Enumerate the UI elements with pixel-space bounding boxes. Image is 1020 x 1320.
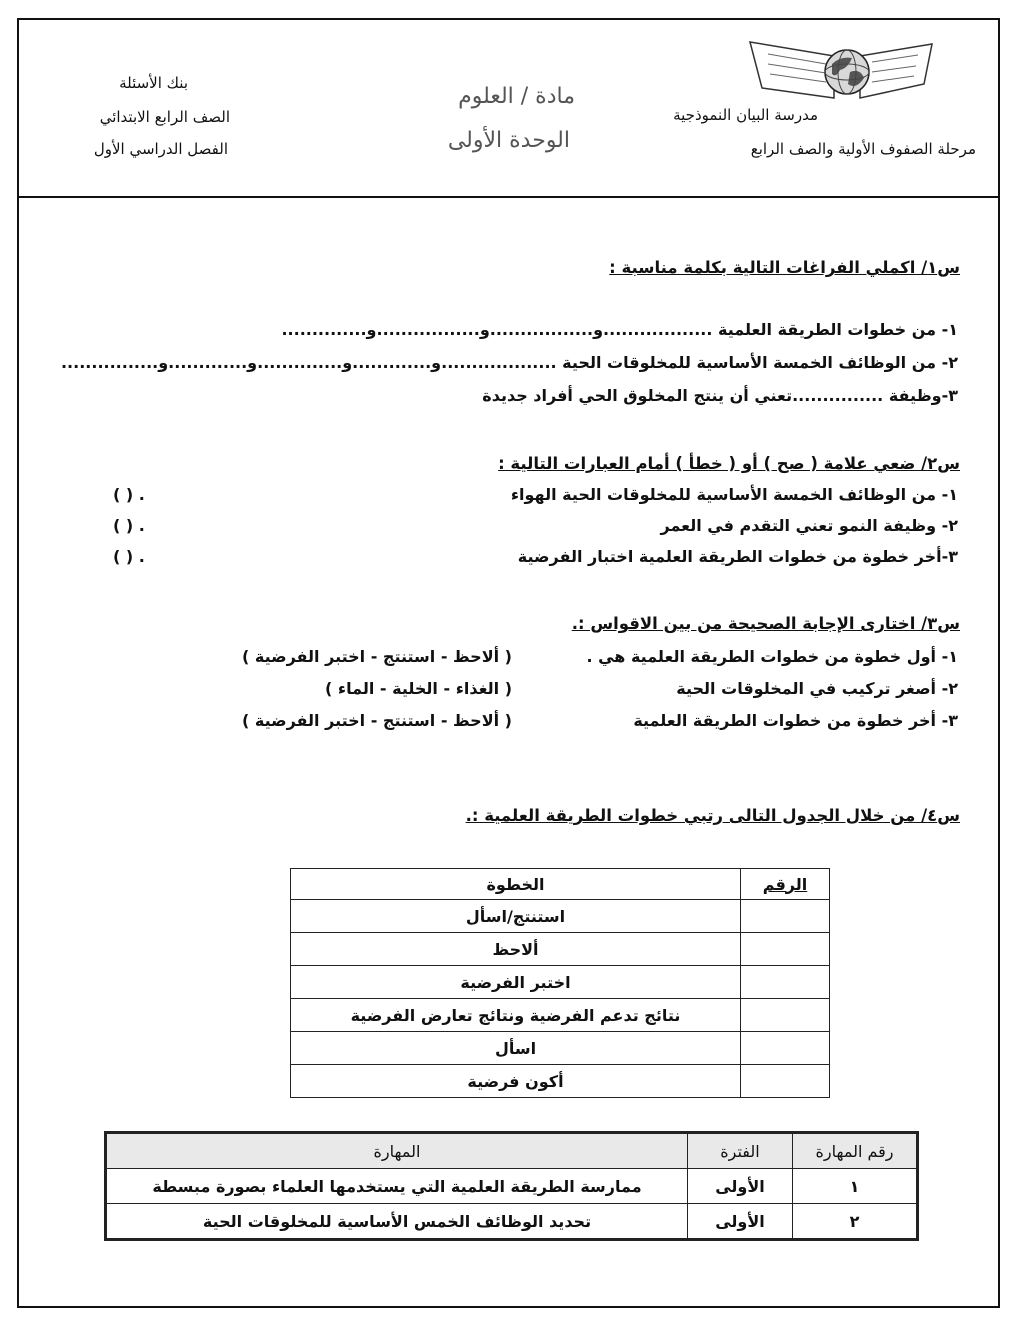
school-globe-book-logo-icon bbox=[748, 38, 934, 108]
table-row bbox=[291, 999, 830, 1032]
step-number-cell[interactable] bbox=[741, 1032, 830, 1065]
steps-table bbox=[290, 868, 830, 1098]
q2-item-2: ٢- وظيفة النمو تعني التقدم في العمر bbox=[660, 516, 958, 535]
col-period-header: الفترة bbox=[688, 1134, 793, 1169]
skill-number: ١ bbox=[793, 1169, 917, 1204]
q3-title: س٣/ اختارى الإجابة الصحيحة من بين الاقواس :. bbox=[571, 614, 960, 633]
header-divider bbox=[19, 196, 998, 198]
q1-line-1: ١- من خطوات الطريقة العلمية ..................و.................و.................و.............. bbox=[281, 320, 958, 339]
step-cell: ألاحظ bbox=[291, 933, 741, 966]
subject-title: مادة / العلوم bbox=[458, 84, 575, 109]
skill-text: تحديد الوظائف الخمس الأساسية للمخلوقات الحية bbox=[107, 1204, 688, 1239]
step-cell: نتائج تدعم الفرضية ونتائج تعارض الفرضية bbox=[291, 999, 741, 1032]
school-logo bbox=[748, 38, 934, 108]
skills-table bbox=[106, 1133, 917, 1239]
q1-title: س١/ اكملي الفراغات التالية بكلمة مناسبة : bbox=[609, 258, 960, 277]
skill-period: الأولى bbox=[688, 1169, 793, 1204]
skill-text: ممارسة الطريقة العلمية التي يستخدمها العلماء بصورة مبسطة bbox=[107, 1169, 688, 1204]
q3-item-3: ٣- أخر خطوة من خطوات الطريقة العلمية bbox=[633, 711, 958, 730]
q3-choices-2[interactable]: ( الغذاء - الخلية - الماء ) bbox=[325, 679, 512, 698]
table-row bbox=[291, 1032, 830, 1065]
table-row bbox=[291, 900, 830, 933]
skill-period: الأولى bbox=[688, 1204, 793, 1239]
table-row bbox=[291, 1065, 830, 1098]
q1-line-2: ٢- من الوظائف الخمسة الأساسية للمخلوقات الحية ...................و.............و..............و.............و................ bbox=[60, 353, 958, 372]
table-header-row bbox=[291, 869, 830, 900]
table-row bbox=[107, 1169, 917, 1204]
step-number-cell[interactable] bbox=[741, 933, 830, 966]
step-number-cell[interactable] bbox=[741, 900, 830, 933]
q2-answer-box-3[interactable]: ( ) . bbox=[113, 547, 145, 566]
unit-title: الوحدة الأولى bbox=[447, 128, 570, 153]
question-bank-label: بنك الأسئلة bbox=[119, 74, 188, 92]
step-number-cell[interactable] bbox=[741, 999, 830, 1032]
skills-header-row bbox=[107, 1134, 917, 1169]
grade-label: الصف الرابع الابتدائي bbox=[99, 108, 230, 126]
step-number-cell[interactable] bbox=[741, 1065, 830, 1098]
q2-answer-box-2[interactable]: ( ) . bbox=[113, 516, 145, 535]
table-row bbox=[291, 933, 830, 966]
q3-item-1: ١- أول خطوة من خطوات الطريقة العلمية هي . bbox=[586, 647, 958, 666]
col-step-header: الخطوة bbox=[291, 869, 741, 900]
q3-choices-3[interactable]: ( ألاحظ - استنتج - اختبر الفرضية ) bbox=[242, 711, 512, 730]
step-cell: استنتج/اسأل bbox=[291, 900, 741, 933]
q2-title: س٢/ ضعي علامة ( صح ) أو ( خطأ ) أمام العبارات التالية : bbox=[498, 454, 960, 473]
q1-line-3: ٣-وظيفة ...............تعني أن ينتج المخلوق الحي أفراد جديدة bbox=[482, 386, 958, 405]
q2-item-3: ٣-أخر خطوة من خطوات الطريقة العلمية اختبار الفرضية bbox=[517, 547, 958, 566]
q3-choices-1[interactable]: ( ألاحظ - استنتج - اختبر الفرضية ) bbox=[242, 647, 512, 666]
school-name: مدرسة البيان النموذجية bbox=[673, 106, 818, 124]
col-skill-header: المهارة bbox=[107, 1134, 688, 1169]
table-row bbox=[107, 1204, 917, 1239]
step-cell: اسأل bbox=[291, 1032, 741, 1065]
q2-answer-box-1[interactable]: ( ) . bbox=[113, 485, 145, 504]
q3-item-2: ٢- أصغر تركيب في المخلوقات الحية bbox=[676, 679, 958, 698]
skill-number: ٢ bbox=[793, 1204, 917, 1239]
step-cell: أكون فرضية bbox=[291, 1065, 741, 1098]
semester-label: الفصل الدراسي الأول bbox=[93, 140, 228, 158]
table-row bbox=[291, 966, 830, 999]
col-skill-number-header: رقم المهارة bbox=[793, 1134, 917, 1169]
q2-item-1: ١- من الوظائف الخمسة الأساسية للمخلوقات الحية الهواء bbox=[510, 485, 958, 504]
col-number-header: الرقم bbox=[741, 869, 830, 900]
step-number-cell[interactable] bbox=[741, 966, 830, 999]
school-stage: مرحلة الصفوف الأولية والصف الرابع bbox=[750, 140, 976, 158]
q4-title: س٤/ من خلال الجدول التالى رتبي خطوات الطريقة العلمية :. bbox=[465, 806, 960, 825]
step-cell: اختبر الفرضية bbox=[291, 966, 741, 999]
